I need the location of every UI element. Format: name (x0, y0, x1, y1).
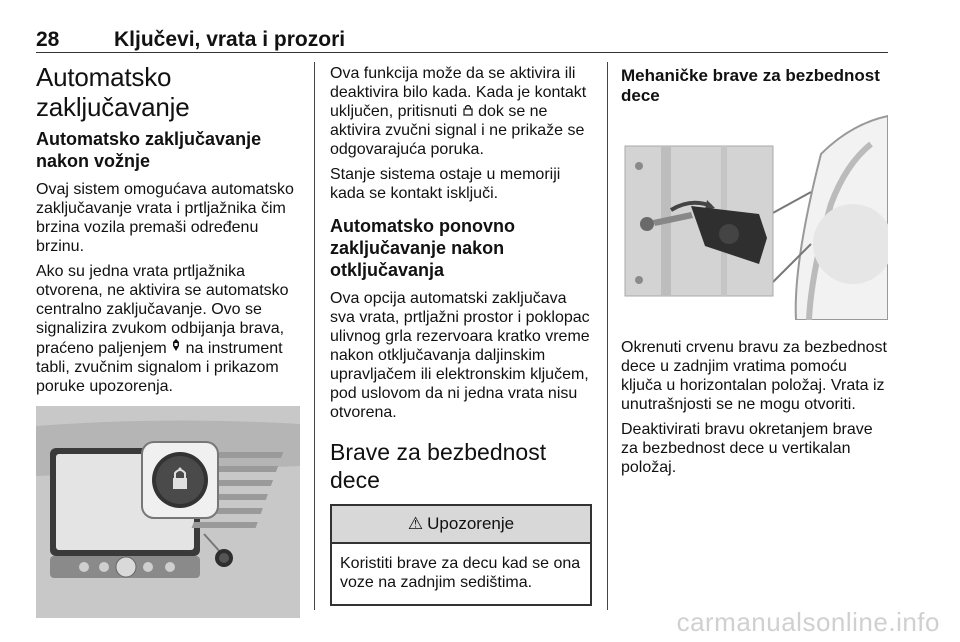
column-divider (314, 62, 315, 610)
warning-header (332, 506, 590, 544)
warning-icon: ⚠ (407, 514, 424, 533)
paragraph: Ovaj sistem omogućava automatsko zaključavanje vrata i prtljažnika čim brzina vozila premaši određenu brzinu. (36, 181, 294, 255)
column-1 (36, 62, 300, 618)
page-number: 28 (36, 28, 60, 51)
chapter-title: Ključevi, vrata i prozori (114, 28, 346, 51)
paragraph: Ova opcija automatski zaključava sva vrata, prtljažni prostor i poklopac ulivnog grla rezervoara kratko vreme nakon otključavanja daljinskim upravljačem ili elektronskim ključem, pod uslovom da ni jedna vrata nisu otvorena. (330, 290, 590, 421)
watermark: carmanualsonline.info (676, 607, 940, 637)
section-title-auto-lock: Automatsko zaključavanje (36, 62, 190, 122)
subsection-title-after-drive: Automatsko zaključavanje nakon vožnje (36, 129, 262, 171)
column-2 (330, 64, 594, 606)
paragraph: Ako su jedna vrata prtljažnika otvorena, ne aktivira se automatsko centralno zaključavanje. Ovo se signalizira zvukom odbijanja brava, praćeno paljenjem na instrument tabli, zvučnim signalom i prikazom poruke upozorenja. (36, 263, 289, 395)
warning-box (330, 504, 592, 606)
paragraph: Okrenuti crvenu bravu za bezbednost dece u zadnjim vratima pomoću ključa u horizontalan položaj. Vrata iz unutrašnjosti se ne mogu otvoriti. (621, 339, 887, 413)
warning-text: Koristiti brave za decu kad se ona voze na zadnjim sedištima. (340, 555, 581, 591)
subsection-title-mechanical-locks: Mehaničke brave za bezbednost dece (621, 66, 880, 105)
column-divider (607, 62, 608, 610)
child-lock-key-illustration (621, 114, 888, 320)
car-door-open-icon (171, 338, 181, 358)
lock-button-icon (462, 102, 474, 121)
warning-title: Upozorenje (427, 514, 515, 533)
paragraph: Ova funkcija može da se aktivira ili deaktivira bilo kada. Kada je kontakt uključen, pritisnuti dok se ne aktivira zvučni signal i ne prikaže se odgovarajuća poruka. (330, 65, 587, 158)
paragraph: Deaktivirati bravu okretanjem brave za bezbednost dece u vertikalan položaj. (621, 421, 873, 476)
subsection-title-relock: Automatsko ponovno zaključavanje nakon otključavanja (330, 216, 515, 280)
dashboard-lock-button-illustration (36, 406, 300, 618)
section-title-child-locks: Brave za bezbednost dece (330, 439, 547, 493)
column-3 (621, 66, 888, 483)
page-header (36, 26, 888, 53)
paragraph: Stanje sistema ostaje u memoriji kada se kontakt isključi. (330, 166, 561, 202)
